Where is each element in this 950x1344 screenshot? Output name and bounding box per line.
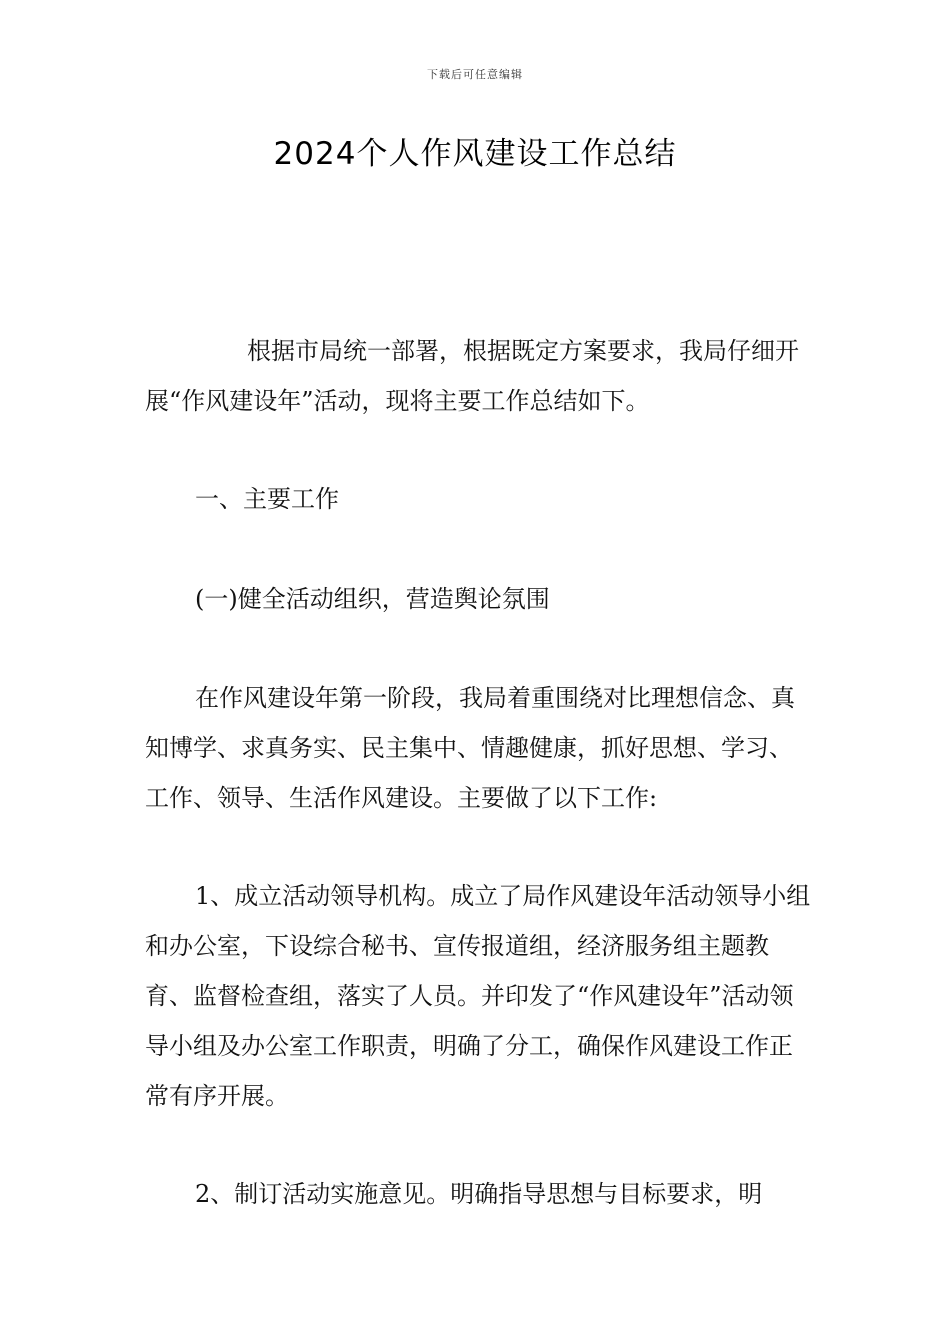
- paragraph-first-stage: 在作风建设年第一阶段，我局着重围绕对比理想信念、真知博学、求真务实、民主集中、情趣健康，抓好思想、学习、工作、领导、生活作风建设。主要做了以下工作:: [145, 684, 795, 812]
- document-title: 2024个人作风建设工作总结: [273, 136, 677, 172]
- subsection-heading-organization: (一)健全活动组织，营造舆论氛围: [195, 585, 550, 613]
- paragraph-item-2: 2、制订活动实施意见。明确指导思想与目标要求，明: [195, 1180, 763, 1208]
- section-heading-main-work: 一、主要工作: [195, 485, 339, 513]
- paragraph-intro: 根据市局统一部署，根据既定方案要求，我局仔细开展“作风建设年”活动，现将主要工作总结如下。: [145, 337, 799, 415]
- paragraph-item-1: 1、成立活动领导机构。成立了局作风建设年活动领导小组和办公室，下设综合秘书、宣传报道组，经济服务组主题教育、监督检查组，落实了人员。并印发了“作风建设年”活动领导小组及办公室工作职责，明确了分工，确保作风建设工作正常有序开展。: [145, 882, 811, 1110]
- page-header-note: 下载后可任意编辑: [427, 68, 523, 81]
